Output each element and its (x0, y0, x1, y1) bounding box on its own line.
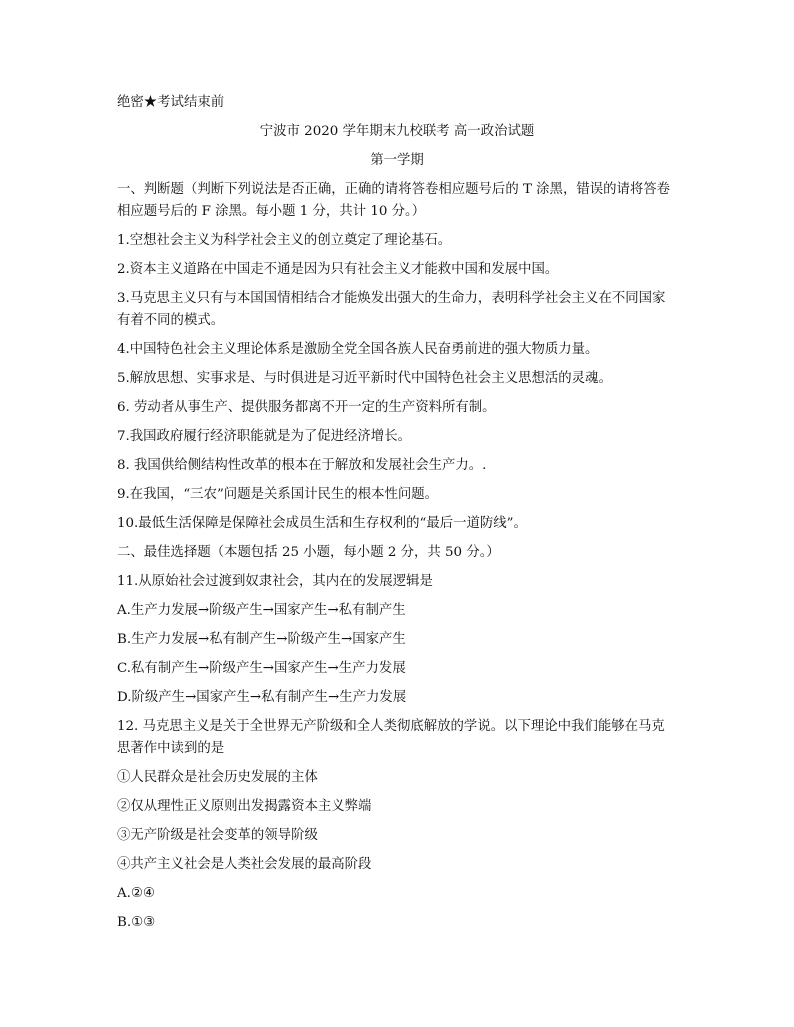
section2-heading: 二、最佳选择题（本题包括 25 小题，每小题 2 分，共 50 分。） (117, 545, 500, 560)
judgment-item-10: 10.最低生活保障是保障社会成员生活和生存权利的“最后一道防线”。 (117, 516, 527, 531)
question-12-statement-3: ③无产阶级是社会变革的领导阶级 (117, 828, 318, 843)
judgment-item-1: 1.空想社会主义为科学社会主义的创立奠定了理论基石。 (117, 233, 452, 248)
judgment-item-8: 8. 我国供给侧结构性改革的根本在于解放和发展社会生产力。. (117, 458, 487, 473)
question-11-option-a: A.生产力发展→阶级产生→国家产生→私有制产生 (117, 603, 406, 618)
judgment-item-9: 9.在我国，“三农”问题是关系国计民生的根本性问题。 (117, 487, 439, 502)
question-11-option-d: D.阶级产生→国家产生→私有制产生→生产力发展 (117, 690, 407, 705)
question-12-statement-2: ②仅从理性正义原则出发揭露资本主义弊端 (117, 799, 372, 814)
exam-title: 宁波市 2020 学年期末九校联考 高一政治试题 (259, 124, 535, 139)
term-label: 第一学期 (370, 153, 424, 168)
question-12-statement-1: ①人民群众是社会历史发展的主体 (117, 770, 318, 785)
judgment-item-7: 7.我国政府履行经济职能就是为了促进经济增长。 (117, 429, 411, 444)
judgment-item-2: 2.资本主义道路在中国走不通是因为只有社会主义才能救中国和发展中国。 (117, 262, 559, 277)
judgment-item-6: 6. 劳动者从事生产、提供服务都离不开一定的生产资料所有制。 (117, 400, 496, 415)
section1-heading: 一、判断题（判断下列说法是否正确，正确的请将答卷相应题号后的 T 涂黑，错误的请将答卷相应题号后的 F 涂黑。每小题 1 分，共计 10 分。） (117, 182, 671, 219)
question-11-option-c: C.私有制产生→阶级产生→国家产生→生产力发展 (117, 661, 406, 676)
secret-label: 绝密★考试结束前 (117, 95, 225, 110)
question-12-option-a: A.②④ (117, 886, 155, 901)
judgment-item-5: 5.解放思想、实事求是、与时俱进是习近平新时代中国特色社会主义思想活的灵魂。 (117, 371, 612, 386)
question-12-statement-4: ④共产主义社会是人类社会发展的最高阶段 (117, 857, 372, 872)
question-12-stem: 12. 马克思主义是关于全世界无产阶级和全人类彻底解放的学说。以下理论中我们能够在马克思著作中读到的是 (117, 719, 665, 756)
question-11-option-b: B.生产力发展→私有制产生→阶级产生→国家产生 (117, 632, 406, 647)
question-11-stem: 11.从原始社会过渡到奴隶社会，其内在的发展逻辑是 (117, 574, 433, 589)
judgment-item-4: 4.中国特色社会主义理论体系是激励全党全国各族人民奋勇前进的强大物质力量。 (117, 342, 599, 357)
question-12-option-b: B.①③ (117, 915, 156, 930)
judgment-item-3: 3.马克思主义只有与本国国情相结合才能焕发出强大的生命力，表明科学社会主义在不同国家有着不同的模式。 (117, 291, 666, 328)
